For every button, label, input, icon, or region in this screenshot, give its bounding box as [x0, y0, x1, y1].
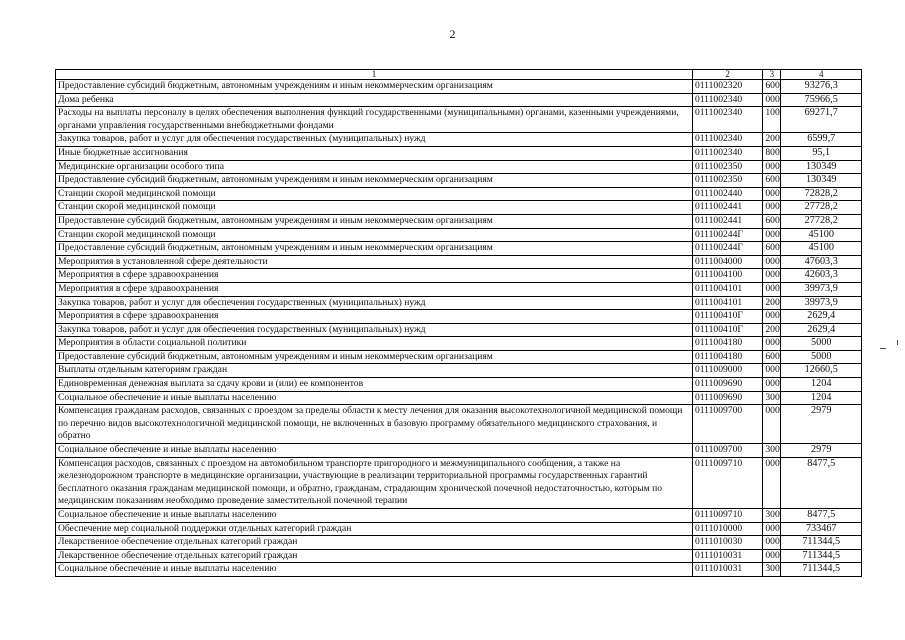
row-amount-cell: 2629,4 [781, 323, 862, 337]
row-amount-cell: 93276,3 [781, 80, 862, 94]
row-amount-cell: 8477,5 [781, 509, 862, 523]
table-row [56, 522, 862, 536]
row-code-cell: 0111002350 [692, 174, 762, 188]
table-row [56, 187, 862, 201]
row-vr-cell: 000 [763, 405, 781, 444]
row-vr-cell: 800 [763, 146, 781, 160]
row-amount-cell: 711344,5 [781, 549, 862, 563]
row-code-cell: 011100244Г [692, 242, 762, 256]
row-name-cell: Иные бюджетные ассигнования [56, 146, 693, 160]
row-name-cell: Предоставление субсидий бюджетным, автономным учреждениям и иным некоммерческим организациям [56, 350, 693, 364]
table-row [56, 174, 862, 188]
row-vr-cell: 200 [763, 296, 781, 310]
row-vr-cell: 000 [763, 228, 781, 242]
row-code-cell: 0111004100 [692, 269, 762, 283]
row-amount-cell: 95,1 [781, 146, 862, 160]
table-row [56, 405, 862, 444]
row-name-cell: Закупка товаров, работ и услуг для обеспечения государственных (муниципальных) нужд [56, 296, 693, 310]
row-code-cell: 0111010030 [692, 536, 762, 550]
row-code-cell: 0111004101 [692, 296, 762, 310]
header-col-1: 1 [56, 70, 693, 80]
row-name-cell: Социальное обеспечение и иные выплаты населению [56, 563, 693, 577]
row-name-cell: Мероприятия в области социальной политики [56, 337, 693, 351]
row-name-cell: Предоставление субсидий бюджетным, автономным учреждениям и иным некоммерческим организациям [56, 214, 693, 228]
table-row [56, 80, 862, 94]
row-name-cell: Закупка товаров, работ и услуг для обеспечения государственных (муниципальных) нужд [56, 133, 693, 147]
page-number: 2 [449, 27, 456, 41]
row-name-cell: Закупка товаров, работ и услуг для обеспечения государственных (муниципальных) нужд [56, 323, 693, 337]
row-vr-cell: 000 [763, 282, 781, 296]
row-name-cell: Компенсация гражданам расходов, связанных с проездом за пределы области к месту лечения для оказания высокотехнологичной медицинской помощи по перечню видов высокотехнологичной медицинской помощи, не включенных в базовую программу обязательного медицинского страхования, и обратно [56, 405, 693, 444]
scan-dash [880, 348, 886, 349]
row-name-cell: Мероприятия в сфере здравоохранения [56, 310, 693, 324]
row-vr-cell: 000 [763, 269, 781, 283]
table-row [56, 536, 862, 550]
row-code-cell: 0111002350 [692, 160, 762, 174]
row-name-cell: Предоставление субсидий бюджетным, автономным учреждениям и иным некоммерческим организациям [56, 174, 693, 188]
row-code-cell: 0111009690 [692, 391, 762, 405]
row-name-cell: Социальное обеспечение и иные выплаты населению [56, 444, 693, 458]
row-vr-cell: 300 [763, 391, 781, 405]
table-row [56, 323, 862, 337]
row-vr-cell: 200 [763, 133, 781, 147]
row-name-cell: Мероприятия в сфере здравоохранения [56, 282, 693, 296]
row-code-cell: 0111002441 [692, 214, 762, 228]
header-col-2: 2 [692, 70, 762, 80]
row-amount-cell: 27728,2 [781, 201, 862, 215]
row-vr-cell: 000 [763, 337, 781, 351]
row-amount-cell: 130349 [781, 160, 862, 174]
row-vr-cell: 000 [763, 201, 781, 215]
row-code-cell: 0111002441 [692, 201, 762, 215]
row-amount-cell: 72828,2 [781, 187, 862, 201]
row-code-cell: 0111010000 [692, 522, 762, 536]
row-code-cell: 0111009690 [692, 378, 762, 392]
row-code-cell: 0111004180 [692, 337, 762, 351]
row-code-cell: 0111004101 [692, 282, 762, 296]
row-amount-cell: 45100 [781, 242, 862, 256]
row-name-cell: Расходы на выплаты персоналу в целях обеспечения выполнения функций государственными (муниципальными) органами, казенными учреждениями, органами управления государственными внебюджетными фондами [56, 107, 693, 133]
table-row [56, 146, 862, 160]
table-row [56, 160, 862, 174]
table-row [56, 563, 862, 577]
table-row [56, 509, 862, 523]
row-amount-cell: 45100 [781, 228, 862, 242]
row-vr-cell: 000 [763, 160, 781, 174]
table-row [56, 201, 862, 215]
row-vr-cell: 000 [763, 255, 781, 269]
row-code-cell: 0111009700 [692, 444, 762, 458]
row-code-cell: 0111010031 [692, 563, 762, 577]
row-code-cell: 0111002340 [692, 107, 762, 133]
row-vr-cell: 000 [763, 549, 781, 563]
table-row [56, 350, 862, 364]
row-name-cell: Социальное обеспечение и иные выплаты населению [56, 391, 693, 405]
table-row [56, 255, 862, 269]
row-name-cell: Медицинские организации особого типа [56, 160, 693, 174]
row-amount-cell: 39973,9 [781, 282, 862, 296]
row-vr-cell: 600 [763, 214, 781, 228]
row-amount-cell: 47603,3 [781, 255, 862, 269]
row-name-cell: Обеспечение мер социальной поддержки отдельных категорий граждан [56, 522, 693, 536]
row-name-cell: Дома ребенка [56, 93, 693, 107]
row-vr-cell: 300 [763, 563, 781, 577]
table-row [56, 133, 862, 147]
row-amount-cell: 733467 [781, 522, 862, 536]
row-amount-cell: 75966,5 [781, 93, 862, 107]
row-code-cell: 0111002340 [692, 93, 762, 107]
row-name-cell: Единовременная денежная выплата за сдачу крови и (или) ее компонентов [56, 378, 693, 392]
table-header-row [56, 70, 862, 80]
row-code-cell: 0111004000 [692, 255, 762, 269]
row-code-cell: 0111010031 [692, 549, 762, 563]
row-vr-cell: 000 [763, 522, 781, 536]
row-amount-cell: 69271,7 [781, 107, 862, 133]
row-amount-cell: 42603,3 [781, 269, 862, 283]
budget-table [55, 69, 862, 577]
row-code-cell: 0111009710 [692, 509, 762, 523]
table-row [56, 310, 862, 324]
row-amount-cell: 1204 [781, 378, 862, 392]
row-vr-cell: 000 [763, 378, 781, 392]
table-row [56, 444, 862, 458]
table-row [56, 214, 862, 228]
row-amount-cell: 2979 [781, 444, 862, 458]
scan-mark [897, 340, 902, 345]
row-name-cell: Лекарственное обеспечение отдельных категорий граждан [56, 536, 693, 550]
row-vr-cell: 600 [763, 80, 781, 94]
row-amount-cell: 130349 [781, 174, 862, 188]
table-row [56, 296, 862, 310]
table-row [56, 228, 862, 242]
row-name-cell: Станции скорой медицинской помощи [56, 228, 693, 242]
row-code-cell: 0111002340 [692, 133, 762, 147]
row-code-cell: 0111002340 [692, 146, 762, 160]
row-amount-cell: 2629,4 [781, 310, 862, 324]
row-name-cell: Мероприятия в сфере здравоохранения [56, 269, 693, 283]
row-vr-cell: 000 [763, 187, 781, 201]
row-amount-cell: 27728,2 [781, 214, 862, 228]
row-amount-cell: 39973,9 [781, 296, 862, 310]
row-vr-cell: 300 [763, 444, 781, 458]
row-amount-cell: 711344,5 [781, 563, 862, 577]
row-amount-cell: 8477,5 [781, 457, 862, 508]
table-row [56, 549, 862, 563]
row-vr-cell: 100 [763, 107, 781, 133]
row-vr-cell: 200 [763, 323, 781, 337]
row-vr-cell: 000 [763, 93, 781, 107]
table-row [56, 364, 862, 378]
table-row [56, 269, 862, 283]
row-code-cell: 0111002440 [692, 187, 762, 201]
row-code-cell: 0111004180 [692, 350, 762, 364]
row-name-cell: Предоставление субсидий бюджетным, автономным учреждениям и иным некоммерческим организациям [56, 80, 693, 94]
row-amount-cell: 12660,5 [781, 364, 862, 378]
row-vr-cell: 000 [763, 536, 781, 550]
row-name-cell: Станции скорой медицинской помощи [56, 201, 693, 215]
row-vr-cell: 000 [763, 310, 781, 324]
row-code-cell: 0111002320 [692, 80, 762, 94]
table-row [56, 282, 862, 296]
row-code-cell: 011100410Г [692, 310, 762, 324]
row-amount-cell: 711344,5 [781, 536, 862, 550]
table-body [56, 80, 862, 577]
header-col-4: 4 [781, 70, 862, 80]
table-row [56, 337, 862, 351]
row-vr-cell: 000 [763, 457, 781, 508]
row-vr-cell: 600 [763, 350, 781, 364]
table-row [56, 391, 862, 405]
row-vr-cell: 600 [763, 174, 781, 188]
row-name-cell: Компенсация расходов, связанных с проездом на автомобильном транспорте пригородного и межмуниципального сообщения, а также на железнодорожном транспорте в медицинские организации, участвующие в реализации территориальной программы государственных гарантий бесплатного оказания гражданам медицинской помощи, и обратно, гражданам, страдающим хронической почечной недостаточностью, которым по медицинским показаниям необходимо проведение заместительной почечной терапии [56, 457, 693, 508]
row-vr-cell: 600 [763, 242, 781, 256]
row-code-cell: 0111009710 [692, 457, 762, 508]
row-name-cell: Мероприятия в установленной сфере деятельности [56, 255, 693, 269]
row-amount-cell: 2979 [781, 405, 862, 444]
row-vr-cell: 000 [763, 364, 781, 378]
table-row [56, 242, 862, 256]
row-code-cell: 0111009700 [692, 405, 762, 444]
table-row [56, 93, 862, 107]
row-name-cell: Предоставление субсидий бюджетным, автономным учреждениям и иным некоммерческим организациям [56, 242, 693, 256]
row-name-cell: Социальное обеспечение и иные выплаты населению [56, 509, 693, 523]
row-code-cell: 0111009000 [692, 364, 762, 378]
header-col-3: 3 [763, 70, 781, 80]
row-vr-cell: 300 [763, 509, 781, 523]
table-row [56, 107, 862, 133]
row-amount-cell: 5000 [781, 350, 862, 364]
row-name-cell: Лекарственное обеспечение отдельных категорий граждан [56, 549, 693, 563]
row-amount-cell: 6599,7 [781, 133, 862, 147]
table-row [56, 378, 862, 392]
row-name-cell: Выплаты отдельным категориям граждан [56, 364, 693, 378]
row-name-cell: Станции скорой медицинской помощи [56, 187, 693, 201]
row-code-cell: 011100244Г [692, 228, 762, 242]
table-row [56, 457, 862, 508]
row-amount-cell: 1204 [781, 391, 862, 405]
row-amount-cell: 5000 [781, 337, 862, 351]
row-code-cell: 011100410Г [692, 323, 762, 337]
